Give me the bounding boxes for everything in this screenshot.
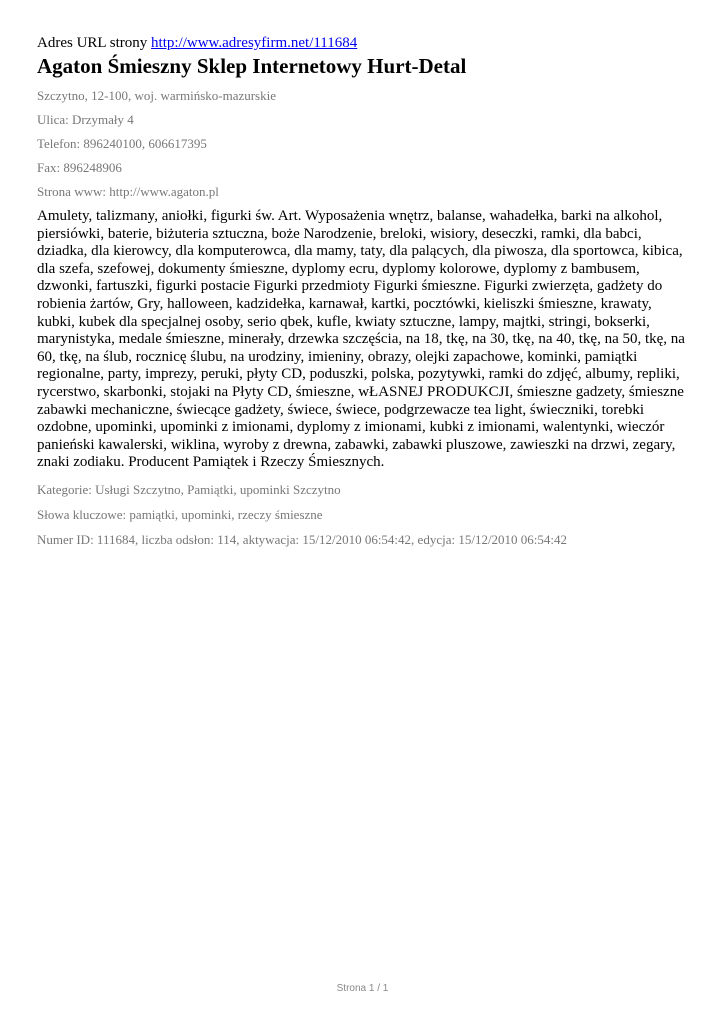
page-number: Strona 1 / 1 bbox=[336, 983, 389, 994]
company-keywords: Słowa kluczowe: pamiątki, upominki, rzeczy śmieszne bbox=[37, 506, 323, 522]
url-link[interactable]: http://www.adresyfirm.net/111684 bbox=[151, 35, 358, 51]
url-label: Adres URL strony bbox=[37, 35, 148, 51]
company-street: Ulica: Drzymały 4 bbox=[37, 112, 134, 127]
company-fax: Fax: 896248906 bbox=[37, 160, 122, 175]
url-line bbox=[37, 34, 689, 52]
company-description: Amulety, talizmany, aniołki, figurki św. Art. Wyposażenia wnętrz, balanse, wahadełka, barki na alkohol, piersiówki, baterie, biżuteria sztuczna, boże Narodzenie, breloki, wisiory, deseczki, ramki, dla babci, dziadka, dla kierowcy, dla komputerowca, dla mamy, taty, dla palących, dla piwosza, dla sportowca, kibica, dla szefa, szefowej, dokumenty śmieszne, dyplomy ecru, dyplomy kolorowe, dyplomy z bambusem, dzwonki, fartuszki, figurki postacie Figurki przedmioty Figurki śmieszne. Figurki zwierzęta, gadżety do robienia żartów, Gry, halloween, kadzidełka, karnawał, kartki, pocztówki, kieliszki śmieszne, krawaty, kubki, kubek dla specjalnej osoby, serio qbek, kufle, kwiaty sztuczne, lampy, majtki, stringi, bokserki, marynistyka, medale śmieszne, minerały, drzewka szczęścia, na 18, tkę, na 30, tkę, na 40, tkę, na 50, tkę, na 60, tkę, na ślub, rocznicę ślubu, na urodziny, imieniny, obrazy, olejki zapachowe, kominki, pamiątki regionalne, party, imprezy, peruki, płyty CD, poduszki, polska, pozytywki, ramki do zdjęć, albumy, repliki, rycerstwo, skarbonki, stojaki na Płyty CD, śmieszne, wŁASNEJ PRODUKCJI, śmieszne gadzety, śmieszne zabawki mechaniczne, świecące gadżety, świece, świece, podgrzewacze tea light, świeczniki, torebki ozdobne, upominki, upominki z imionami, dyplomy z imionami, kubki z imionami, walentynki, wieczór panieński kawalerski, wiklina, wyroby z drewna, zabawki, zabawki pluszowe, zawieszki na drzwi, zegary, znaki zodiaku. Producent Pamiątek i Rzeczy Śmiesznych. bbox=[37, 208, 685, 471]
document-page bbox=[37, 34, 689, 557]
company-categories: Kategorie: Usługi Szczytno, Pamiątki, upominki Szczytno bbox=[37, 481, 341, 497]
company-title: Agaton Śmieszny Sklep Internetowy Hurt-Detal bbox=[37, 54, 467, 78]
company-location: Szczytno, 12-100, woj. warmińsko-mazurskie bbox=[37, 88, 277, 103]
record-info: Numer ID: 111684, liczba odsłon: 114, aktywacja: 15/12/2010 06:54:42, edycja: 15/12/2010 06:54:42 bbox=[37, 531, 568, 547]
company-phone: Telefon: 896240100, 606617395 bbox=[37, 136, 207, 151]
company-website: Strona www: http://www.agaton.pl bbox=[37, 184, 219, 199]
